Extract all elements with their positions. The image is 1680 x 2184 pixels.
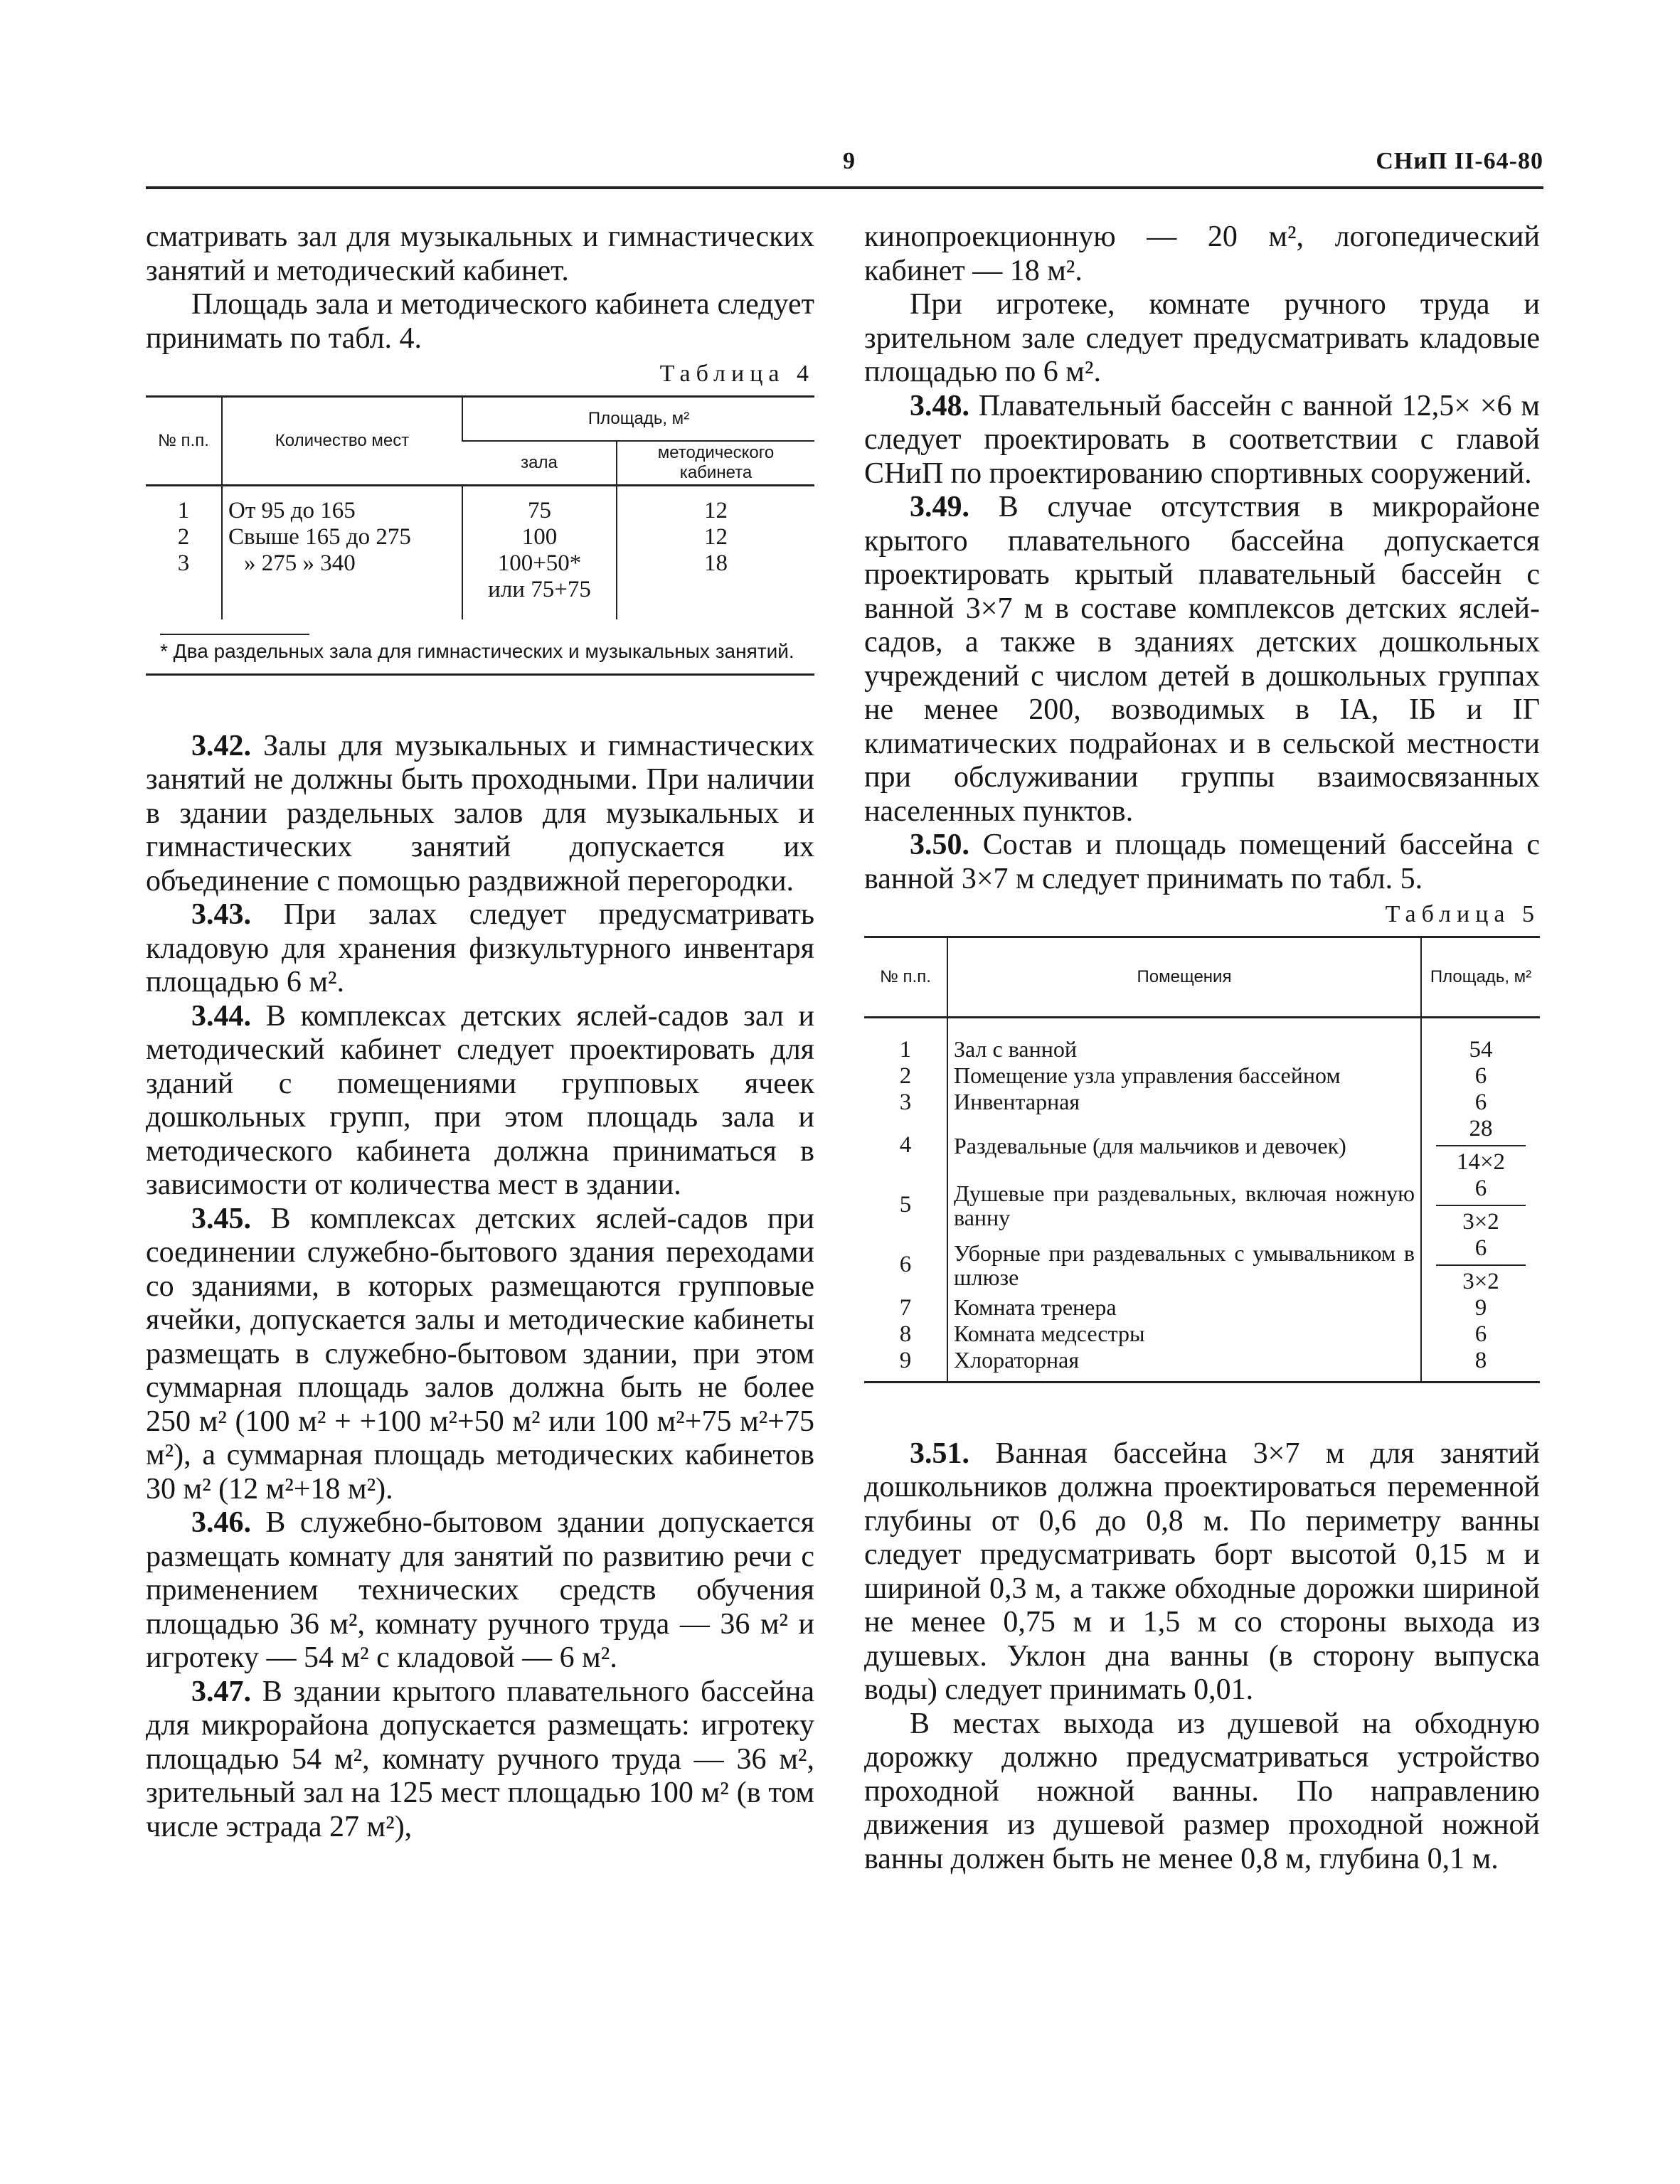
table-5-caption: Таблица 5	[1385, 901, 1540, 927]
section-number: 3.51.	[910, 1437, 969, 1470]
cell-area-fraction	[1421, 1116, 1540, 1176]
table-row	[864, 1063, 1540, 1090]
cell-places: Свыше 165 до 275	[222, 524, 462, 550]
cell-room: Уборные при раздевальных с умывальником в шлюзе	[947, 1235, 1421, 1295]
section-text: В комплексах детских яслей-садов зал и методический кабинет следует проектировать для зданий с помещениями групповых ячеек дошкольных групп, при этом площадь зала и методического кабинета должна приниматься в зависимости от количества мест в здании.	[146, 999, 815, 1201]
fraction-denominator: 14×2	[1456, 1149, 1506, 1175]
section-3-42	[146, 730, 814, 899]
section-text: В служебно-бытовом здании допускается размещать комнату для занятий по развитию речи с применением технических средств обучения площадью 36 м², комнату ручного труда — 36 м² и игротеку — 54 м² с кладовой — 6 м².	[146, 1506, 815, 1674]
section-number: 3.43.	[191, 898, 251, 931]
section-3-51	[864, 1437, 1540, 1708]
cell-hall-line: или 75+75	[488, 576, 591, 602]
cell-room: Помещение узла управления бассейном	[947, 1063, 1421, 1090]
cell-area: 8	[1421, 1348, 1540, 1383]
section-3-46	[146, 1506, 814, 1676]
cell-places: От 95 до 165	[222, 485, 462, 524]
section-text: В комплексах детских яслей-садов при соединении служебно-бытового здания переходами со зданиями, в которых размещаются групповые ячейки, допускается залы и методические кабинеты размещать в служебно-бытовом здании, при этом суммарная площадь залов должна быть не более 250 м² (100 м² + +100 м²+50 м² или 100 м²+75 м²+75 м²), а суммарная площадь методических кабинетов 30 м² (12 м²+18 м²).	[146, 1202, 815, 1506]
section-3-45	[146, 1203, 814, 1507]
table-row	[864, 1321, 1540, 1348]
section-number: 3.50.	[910, 829, 969, 861]
table-row	[864, 1176, 1540, 1235]
cell-room: Душевые при раздевальных, включая ножную ванну	[947, 1176, 1421, 1235]
cell-number: 1	[177, 497, 190, 523]
cell-number: 6	[899, 1252, 912, 1277]
cell-hall	[462, 550, 617, 619]
paragraph: сматривать зал для музыкальных и гимнастических занятий и методический кабинет.	[146, 220, 814, 287]
col-header-area: Площадь, м²	[1421, 937, 1540, 1017]
section-number: 3.45.	[191, 1202, 251, 1235]
section-text: Состав и площадь помещений бассейна с ванной 3×7 м следует принимать по табл. 5.	[864, 829, 1541, 895]
section-3-43	[146, 898, 814, 1000]
cell-number: 9	[899, 1347, 912, 1373]
table-row	[864, 1235, 1540, 1295]
cell-cabinet: 12	[617, 524, 814, 550]
paragraph: кинопроекционную — 20 м², логопедический кабинет — 18 м².	[864, 220, 1540, 287]
cell-area: 6	[1421, 1090, 1540, 1116]
section-text: В случае отсутствия в микрорайоне крытого плавательного бассейна допускается проектировать крытый плавательный бассейн с ванной 3×7 м в составе комплексов детских яслей-садов, а также в зданиях детских дошкольных учреждений с числом детей в дошкольных группах не менее 200, возводимых в IА, IБ и IГ климатических подрайонах и в сельской местности при обслуживании группы взаимосвязанных населенных пунктов.	[864, 491, 1540, 828]
cell-hall: 100	[462, 524, 617, 550]
section-number: 3.49.	[910, 491, 969, 523]
cell-number: 2	[899, 1062, 912, 1089]
col-header-area: Площадь, м²	[462, 396, 814, 441]
cell-places: » 275 » 340	[222, 550, 462, 619]
table-row	[864, 1017, 1540, 1063]
footnote-rule	[160, 634, 309, 635]
table-row	[864, 1348, 1540, 1383]
fraction-numerator: 6	[1474, 1235, 1487, 1261]
paragraph: Площадь зала и методического кабинета следует принимать по табл. 4.	[146, 288, 814, 355]
cell-number: 4	[899, 1132, 912, 1158]
section-number: 3.48.	[910, 389, 969, 422]
cell-area: 6	[1421, 1321, 1540, 1348]
fraction-line	[1436, 1205, 1526, 1206]
section-text: В здании крытого плавательного бассейна для микрорайона допускается размещать: игротеку площадью 54 м², комнату ручного труда — 36 м², зрительный зал на 125 мест площадью 100 м² (в том числе эстрада 27 м²),	[146, 1675, 814, 1843]
section-3-47	[146, 1676, 814, 1845]
table-row	[146, 524, 814, 550]
page-header	[146, 148, 1543, 188]
fraction-numerator: 28	[1469, 1115, 1493, 1141]
footnote-text: * Два раздельных зала для гимнастических и музыкальных занятий.	[160, 639, 794, 662]
cell-room: Зал с ванной	[947, 1017, 1421, 1063]
cell-room: Комната тренера	[947, 1295, 1421, 1321]
col-header-number: № п.п.	[146, 396, 222, 485]
table-4-footnote	[146, 619, 814, 675]
left-column	[146, 220, 814, 1844]
col-header-places: Количество мест	[222, 396, 462, 485]
section-number: 3.44.	[191, 999, 251, 1033]
paragraph: При игротеке, комнате ручного труда и зрительном зале следует предусматривать кладовые площадью по 6 м².	[864, 288, 1540, 388]
cell-number: 8	[899, 1321, 912, 1347]
fraction-numerator: 6	[1474, 1175, 1487, 1201]
table-row	[864, 1116, 1540, 1176]
cell-area: 54	[1421, 1017, 1540, 1063]
fraction-denominator: 3×2	[1462, 1268, 1499, 1294]
cell-room: Комната медсестры	[947, 1321, 1421, 1348]
page-number: 9	[843, 148, 855, 174]
table-4	[146, 395, 814, 676]
cell-area-fraction	[1421, 1235, 1540, 1295]
section-text: Залы для музыкальных и гимнастических занятий не должны быть проходными. При наличии в здании раздельных залов для музыкальных и гимнастических занятий допускается их объединение с помощью раздвижной перегородки.	[146, 729, 814, 897]
cell-number: 2	[177, 523, 190, 550]
cell-number: 3	[177, 550, 190, 576]
fraction-line	[1436, 1264, 1526, 1266]
cell-room: Раздевальные (для мальчиков и девочек)	[947, 1116, 1421, 1176]
fraction-line	[1436, 1145, 1526, 1146]
col-header-number: № п.п.	[864, 937, 947, 1017]
cell-room: Хлораторная	[947, 1348, 1421, 1383]
cell-hall-line: 100+50*	[497, 550, 582, 576]
section-3-48	[864, 390, 1540, 491]
section-number: 3.42.	[191, 729, 251, 762]
cell-room: Инвентарная	[947, 1090, 1421, 1116]
cell-area: 9	[1421, 1295, 1540, 1321]
table-row	[864, 1090, 1540, 1116]
cell-area: 6	[1421, 1063, 1540, 1090]
document-code: СНиП II-64-80	[1376, 148, 1543, 174]
cell-number: 3	[899, 1089, 912, 1115]
cell-cabinet: 12	[617, 485, 814, 524]
section-text: Ванная бассейна 3×7 м для занятий дошкольников должна проектироваться переменной глубины от 0,6 до 0,8 м. По периметру ванны следует предусматривать борт высотой 0,15 м и шириной 0,3 м, а также обходные дорожки шириной не менее 0,75 м и 1,5 м со стороны выхода из душевых. Уклон дна ванны (в сторону выпуска воды) следует принимать 0,01.	[864, 1437, 1541, 1706]
table-row	[146, 550, 814, 619]
header-rule	[146, 186, 1543, 189]
cell-hall: 75	[462, 485, 617, 524]
col-header-hall: зала	[462, 441, 617, 486]
table-4-caption: Таблица 4	[659, 361, 814, 387]
cell-area-fraction	[1421, 1176, 1540, 1235]
col-header-cabinet: методического кабинета	[617, 441, 814, 486]
table-row	[864, 1295, 1540, 1321]
section-text: Плавательный бассейн с ванной 12,5× ×6 м следует проектировать в соответствии с главой СНиП по проектированию спортивных сооружений.	[864, 389, 1540, 490]
cell-number: 5	[899, 1192, 912, 1218]
section-number: 3.47.	[191, 1675, 251, 1708]
table-row	[146, 485, 814, 524]
paragraph: В местах выхода из душевой на обходную дорожку должно предусматриваться устройство проходной ножной ванны. По направлению движения из душевой размер проходной ножной ванны должен быть не менее 0,8 м, глубина 0,1 м.	[864, 1707, 1540, 1875]
section-3-44	[146, 1000, 814, 1203]
cell-cabinet: 18	[617, 550, 814, 619]
table-5	[864, 936, 1540, 1383]
fraction-denominator: 3×2	[1462, 1208, 1499, 1235]
cell-number: 7	[899, 1294, 912, 1321]
col-header-room: Помещения	[947, 937, 1421, 1017]
cell-number: 1	[899, 1036, 912, 1062]
section-3-49	[864, 491, 1540, 829]
section-3-50	[864, 829, 1540, 896]
right-column	[864, 220, 1540, 1876]
section-text: При залах следует предусматривать кладовую для хранения физкультурного инвентаря площадью 6 м².	[146, 898, 814, 998]
section-number: 3.46.	[191, 1506, 251, 1539]
